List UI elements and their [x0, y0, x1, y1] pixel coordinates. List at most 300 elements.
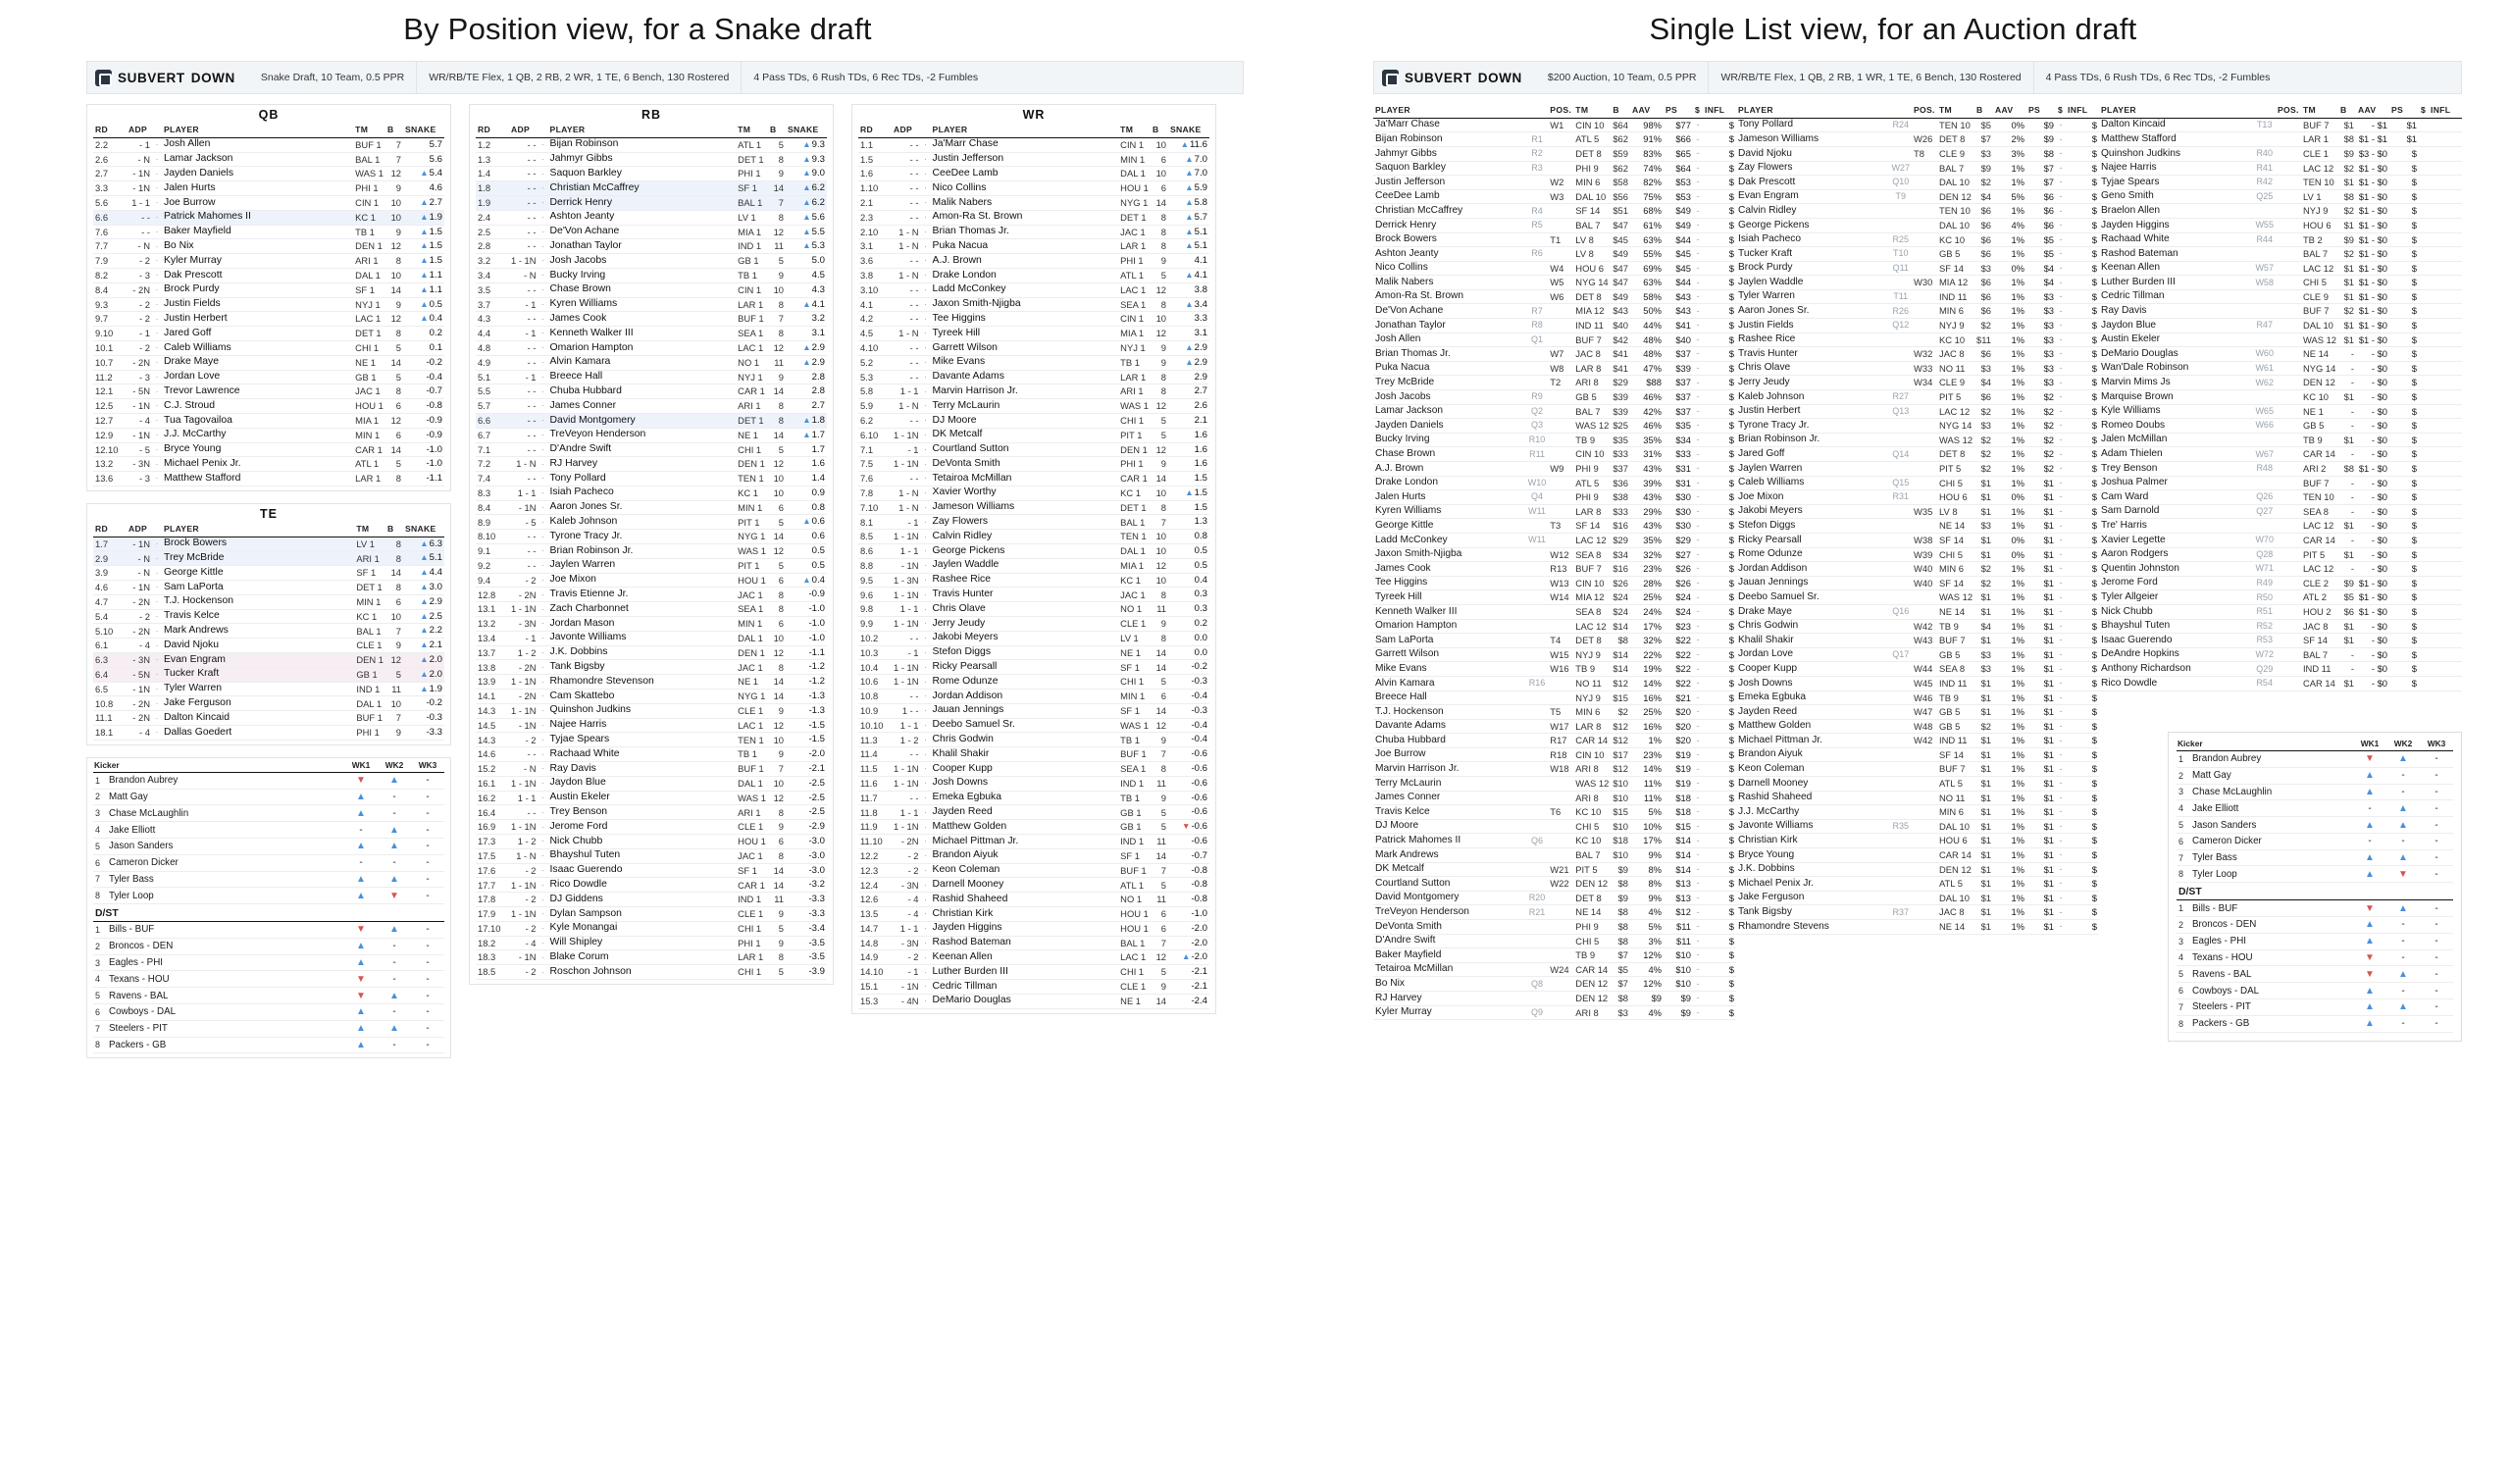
table-row[interactable] [1373, 319, 1736, 333]
table-row[interactable] [93, 225, 444, 239]
list-item[interactable] [2177, 998, 2453, 1015]
table-row[interactable] [858, 588, 1209, 602]
table-row[interactable] [476, 690, 827, 704]
table-row[interactable] [1736, 634, 2099, 648]
table-row[interactable] [1373, 404, 1736, 419]
table-row[interactable] [2099, 590, 2462, 605]
table-row[interactable] [1373, 347, 1736, 362]
table-row[interactable] [93, 594, 444, 609]
table-row[interactable] [1736, 562, 2099, 577]
table-row[interactable] [1736, 390, 2099, 405]
table-row[interactable] [1373, 791, 1736, 805]
table-row[interactable] [1373, 146, 1736, 161]
list-item[interactable] [2177, 833, 2453, 849]
table-row[interactable] [476, 617, 827, 632]
table-row[interactable] [2099, 146, 2462, 161]
table-row[interactable] [1736, 519, 2099, 534]
table-row[interactable] [2099, 176, 2462, 190]
table-row[interactable] [1736, 791, 2099, 805]
table-row[interactable] [858, 500, 1209, 515]
table-row[interactable] [1736, 504, 2099, 519]
table-row[interactable] [1373, 390, 1736, 405]
table-row[interactable] [1736, 304, 2099, 319]
table-row[interactable] [858, 936, 1209, 950]
table-row[interactable] [858, 602, 1209, 617]
list-item[interactable] [93, 789, 444, 805]
table-row[interactable] [1736, 218, 2099, 232]
table-row[interactable] [2099, 547, 2462, 562]
table-row[interactable] [2099, 232, 2462, 247]
list-item[interactable] [2177, 849, 2453, 866]
table-row[interactable] [1373, 962, 1736, 977]
table-row[interactable] [1736, 447, 2099, 462]
table-row[interactable] [2099, 118, 2462, 132]
table-row[interactable] [93, 428, 444, 442]
table-row[interactable] [1373, 504, 1736, 519]
table-row[interactable] [93, 551, 444, 566]
table-row[interactable] [476, 297, 827, 312]
table-row[interactable] [1373, 647, 1736, 662]
table-row[interactable] [2099, 390, 2462, 405]
table-row[interactable] [1373, 533, 1736, 547]
table-row[interactable] [93, 254, 444, 269]
table-row[interactable] [858, 805, 1209, 820]
table-row[interactable] [1373, 891, 1736, 905]
table-row[interactable] [476, 776, 827, 791]
list-item[interactable] [93, 888, 444, 904]
table-row[interactable] [476, 340, 827, 355]
list-item[interactable] [2177, 817, 2453, 834]
table-row[interactable] [1373, 419, 1736, 434]
list-item[interactable] [2177, 751, 2453, 768]
table-row[interactable] [476, 602, 827, 617]
table-row[interactable] [476, 181, 827, 196]
table-row[interactable] [1736, 462, 2099, 477]
list-item[interactable] [93, 1020, 444, 1037]
table-row[interactable] [1736, 576, 2099, 590]
table-row[interactable] [93, 472, 444, 486]
table-row[interactable] [858, 282, 1209, 297]
table-row[interactable] [1373, 905, 1736, 920]
table-row[interactable] [858, 515, 1209, 530]
table-row[interactable] [1736, 276, 2099, 290]
table-row[interactable] [1373, 204, 1736, 219]
list-item[interactable] [93, 1003, 444, 1020]
list-item[interactable] [93, 1037, 444, 1053]
table-row[interactable] [1373, 462, 1736, 477]
table-row[interactable] [1373, 604, 1736, 619]
list-item[interactable] [2177, 949, 2453, 966]
table-row[interactable] [1736, 920, 2099, 935]
table-row[interactable] [1373, 705, 1736, 720]
table-row[interactable] [1373, 433, 1736, 447]
table-row[interactable] [858, 733, 1209, 747]
table-row[interactable] [476, 399, 827, 414]
table-row[interactable] [1736, 819, 2099, 834]
table-row[interactable] [858, 690, 1209, 704]
table-row[interactable] [858, 370, 1209, 384]
table-row[interactable] [1373, 691, 1736, 705]
table-row[interactable] [1373, 834, 1736, 848]
table-row[interactable] [1373, 662, 1736, 677]
table-row[interactable] [476, 500, 827, 515]
table-row[interactable] [2099, 132, 2462, 147]
table-row[interactable] [858, 747, 1209, 762]
table-row[interactable] [858, 486, 1209, 500]
table-row[interactable] [1736, 161, 2099, 176]
table-row[interactable] [93, 152, 444, 167]
table-row[interactable] [476, 878, 827, 893]
table-row[interactable] [476, 137, 827, 152]
table-row[interactable] [2099, 604, 2462, 619]
table-row[interactable] [1373, 934, 1736, 948]
table-row[interactable] [93, 181, 444, 196]
table-row[interactable] [2099, 476, 2462, 490]
table-row[interactable] [93, 355, 444, 370]
table-row[interactable] [1373, 261, 1736, 276]
table-row[interactable] [2099, 562, 2462, 577]
table-row[interactable] [1736, 404, 2099, 419]
table-row[interactable] [1736, 419, 2099, 434]
table-row[interactable] [1373, 376, 1736, 390]
table-row[interactable] [2099, 519, 2462, 534]
table-row[interactable] [93, 340, 444, 355]
table-row[interactable] [858, 558, 1209, 573]
table-row[interactable] [2099, 462, 2462, 477]
table-row[interactable] [2099, 504, 2462, 519]
table-row[interactable] [1736, 905, 2099, 920]
table-row[interactable] [476, 428, 827, 442]
table-row[interactable] [93, 384, 444, 399]
table-row[interactable] [1373, 476, 1736, 490]
table-row[interactable] [1736, 247, 2099, 262]
table-row[interactable] [1736, 146, 2099, 161]
table-row[interactable] [476, 645, 827, 660]
table-row[interactable] [1373, 519, 1736, 534]
table-row[interactable] [93, 399, 444, 414]
table-row[interactable] [858, 210, 1209, 225]
table-row[interactable] [476, 733, 827, 747]
table-row[interactable] [858, 225, 1209, 239]
list-item[interactable] [2177, 866, 2453, 883]
table-row[interactable] [858, 399, 1209, 414]
table-row[interactable] [476, 907, 827, 922]
table-row[interactable] [2099, 204, 2462, 219]
table-row[interactable] [1373, 161, 1736, 176]
table-row[interactable] [476, 225, 827, 239]
table-row[interactable] [858, 820, 1209, 835]
table-row[interactable] [858, 921, 1209, 936]
table-row[interactable] [1736, 604, 2099, 619]
list-item[interactable] [93, 838, 444, 854]
table-row[interactable] [476, 152, 827, 167]
list-item[interactable] [2177, 917, 2453, 934]
table-row[interactable] [2099, 333, 2462, 347]
table-row[interactable] [1736, 719, 2099, 734]
table-row[interactable] [1736, 490, 2099, 505]
table-row[interactable] [1736, 747, 2099, 762]
table-row[interactable] [858, 675, 1209, 690]
table-row[interactable] [1373, 920, 1736, 935]
table-row[interactable] [858, 835, 1209, 849]
table-row[interactable] [2099, 304, 2462, 319]
list-item[interactable] [93, 922, 444, 938]
list-item[interactable] [93, 988, 444, 1004]
table-row[interactable] [476, 950, 827, 965]
table-row[interactable] [93, 537, 444, 551]
table-row[interactable] [93, 137, 444, 152]
table-row[interactable] [1373, 619, 1736, 634]
table-row[interactable] [858, 355, 1209, 370]
table-row[interactable] [1736, 777, 2099, 792]
table-row[interactable] [1373, 576, 1736, 590]
table-row[interactable] [93, 711, 444, 726]
table-row[interactable] [93, 167, 444, 181]
table-row[interactable] [476, 791, 827, 805]
table-row[interactable] [1736, 662, 2099, 677]
table-row[interactable] [1373, 676, 1736, 691]
table-row[interactable] [476, 703, 827, 718]
table-row[interactable] [476, 921, 827, 936]
table-row[interactable] [1736, 619, 2099, 634]
list-item[interactable] [2177, 800, 2453, 817]
table-row[interactable] [1373, 447, 1736, 462]
table-row[interactable] [476, 327, 827, 341]
table-row[interactable] [93, 195, 444, 210]
table-row[interactable] [858, 167, 1209, 181]
table-row[interactable] [858, 573, 1209, 588]
list-item[interactable] [2177, 1015, 2453, 1032]
table-row[interactable] [1736, 676, 2099, 691]
table-row[interactable] [1373, 805, 1736, 820]
table-row[interactable] [476, 936, 827, 950]
list-item[interactable] [2177, 933, 2453, 949]
table-row[interactable] [858, 965, 1209, 980]
table-row[interactable] [93, 566, 444, 581]
table-row[interactable] [2099, 261, 2462, 276]
table-row[interactable] [858, 268, 1209, 282]
table-row[interactable] [93, 327, 444, 341]
table-row[interactable] [1373, 218, 1736, 232]
table-row[interactable] [1373, 247, 1736, 262]
table-row[interactable] [1373, 848, 1736, 863]
list-item[interactable] [2177, 966, 2453, 983]
table-row[interactable] [858, 457, 1209, 472]
table-row[interactable] [1373, 118, 1736, 132]
table-row[interactable] [93, 726, 444, 741]
table-row[interactable] [93, 696, 444, 711]
list-item[interactable] [93, 822, 444, 839]
table-row[interactable] [1373, 734, 1736, 748]
table-row[interactable] [476, 588, 827, 602]
table-row[interactable] [858, 762, 1209, 777]
table-row[interactable] [1736, 204, 2099, 219]
table-row[interactable] [858, 907, 1209, 922]
table-row[interactable] [1736, 261, 2099, 276]
table-row[interactable] [93, 370, 444, 384]
table-row[interactable] [1373, 232, 1736, 247]
table-row[interactable] [2099, 276, 2462, 290]
table-row[interactable] [1736, 333, 2099, 347]
table-row[interactable] [476, 254, 827, 269]
table-row[interactable] [93, 239, 444, 254]
table-row[interactable] [476, 515, 827, 530]
table-row[interactable] [1373, 547, 1736, 562]
table-row[interactable] [858, 254, 1209, 269]
table-row[interactable] [93, 624, 444, 639]
table-row[interactable] [2099, 347, 2462, 362]
table-row[interactable] [2099, 634, 2462, 648]
table-row[interactable] [1373, 304, 1736, 319]
table-row[interactable] [93, 312, 444, 327]
table-row[interactable] [1373, 719, 1736, 734]
table-row[interactable] [93, 581, 444, 595]
table-row[interactable] [476, 820, 827, 835]
table-row[interactable] [1373, 361, 1736, 376]
table-row[interactable] [2099, 676, 2462, 691]
table-row[interactable] [1736, 647, 2099, 662]
list-item[interactable] [2177, 767, 2453, 784]
table-row[interactable] [2099, 361, 2462, 376]
table-row[interactable] [1736, 590, 2099, 605]
table-row[interactable] [858, 645, 1209, 660]
table-row[interactable] [858, 137, 1209, 152]
table-row[interactable] [2099, 161, 2462, 176]
table-row[interactable] [2099, 576, 2462, 590]
table-row[interactable] [93, 682, 444, 696]
list-item[interactable] [93, 772, 444, 789]
table-row[interactable] [476, 631, 827, 645]
table-row[interactable] [858, 878, 1209, 893]
table-row[interactable] [1373, 634, 1736, 648]
table-row[interactable] [93, 210, 444, 225]
table-row[interactable] [2099, 376, 2462, 390]
table-row[interactable] [1736, 533, 2099, 547]
table-row[interactable] [2099, 433, 2462, 447]
list-item[interactable] [2177, 784, 2453, 800]
table-row[interactable] [476, 835, 827, 849]
table-row[interactable] [2099, 319, 2462, 333]
table-row[interactable] [2099, 419, 2462, 434]
list-item[interactable] [93, 971, 444, 988]
table-row[interactable] [476, 965, 827, 980]
table-row[interactable] [858, 718, 1209, 733]
table-row[interactable] [858, 239, 1209, 254]
table-row[interactable] [858, 703, 1209, 718]
table-row[interactable] [476, 210, 827, 225]
table-row[interactable] [2099, 533, 2462, 547]
table-row[interactable] [1373, 132, 1736, 147]
table-row[interactable] [1736, 848, 2099, 863]
list-item[interactable] [2177, 983, 2453, 999]
table-row[interactable] [476, 544, 827, 559]
table-row[interactable] [1736, 891, 2099, 905]
table-row[interactable] [858, 340, 1209, 355]
table-row[interactable] [476, 195, 827, 210]
table-row[interactable] [858, 530, 1209, 544]
table-row[interactable] [858, 979, 1209, 994]
table-row[interactable] [858, 297, 1209, 312]
table-row[interactable] [858, 660, 1209, 675]
table-row[interactable] [476, 805, 827, 820]
table-row[interactable] [476, 457, 827, 472]
table-row[interactable] [1373, 819, 1736, 834]
table-row[interactable] [858, 195, 1209, 210]
table-row[interactable] [2099, 447, 2462, 462]
table-row[interactable] [93, 442, 444, 457]
table-row[interactable] [93, 653, 444, 668]
table-row[interactable] [1373, 189, 1736, 204]
table-row[interactable] [1373, 1005, 1736, 1020]
table-row[interactable] [2099, 404, 2462, 419]
table-row[interactable] [1373, 333, 1736, 347]
table-row[interactable] [1736, 705, 2099, 720]
table-row[interactable] [476, 675, 827, 690]
list-item[interactable] [2177, 900, 2453, 916]
table-row[interactable] [476, 718, 827, 733]
table-row[interactable] [1736, 319, 2099, 333]
table-row[interactable] [2099, 189, 2462, 204]
table-row[interactable] [1373, 590, 1736, 605]
table-row[interactable] [476, 167, 827, 181]
table-row[interactable] [1373, 877, 1736, 892]
table-row[interactable] [2099, 662, 2462, 677]
table-row[interactable] [476, 268, 827, 282]
table-row[interactable] [1736, 547, 2099, 562]
table-row[interactable] [858, 181, 1209, 196]
table-row[interactable] [1373, 747, 1736, 762]
table-row[interactable] [476, 370, 827, 384]
table-row[interactable] [1736, 347, 2099, 362]
list-item[interactable] [93, 871, 444, 888]
table-row[interactable] [476, 893, 827, 907]
table-row[interactable] [858, 791, 1209, 805]
table-row[interactable] [858, 152, 1209, 167]
table-row[interactable] [858, 848, 1209, 863]
table-row[interactable] [476, 660, 827, 675]
table-row[interactable] [858, 994, 1209, 1008]
table-row[interactable] [476, 558, 827, 573]
table-row[interactable] [1736, 132, 2099, 147]
table-row[interactable] [476, 413, 827, 428]
table-row[interactable] [476, 355, 827, 370]
table-row[interactable] [476, 762, 827, 777]
table-row[interactable] [1373, 948, 1736, 963]
table-row[interactable] [1736, 862, 2099, 877]
table-row[interactable] [476, 848, 827, 863]
table-row[interactable] [93, 282, 444, 297]
table-row[interactable] [1736, 118, 2099, 132]
table-row[interactable] [858, 428, 1209, 442]
table-row[interactable] [858, 384, 1209, 399]
table-row[interactable] [2099, 490, 2462, 505]
table-row[interactable] [1736, 834, 2099, 848]
table-row[interactable] [1373, 777, 1736, 792]
table-row[interactable] [2099, 289, 2462, 304]
table-row[interactable] [476, 239, 827, 254]
table-row[interactable] [858, 544, 1209, 559]
table-row[interactable] [476, 573, 827, 588]
table-row[interactable] [1736, 176, 2099, 190]
table-row[interactable] [858, 327, 1209, 341]
table-row[interactable] [858, 472, 1209, 486]
list-item[interactable] [93, 854, 444, 871]
table-row[interactable] [858, 893, 1209, 907]
table-row[interactable] [1736, 376, 2099, 390]
table-row[interactable] [858, 442, 1209, 457]
table-row[interactable] [1736, 877, 2099, 892]
table-row[interactable] [93, 639, 444, 653]
